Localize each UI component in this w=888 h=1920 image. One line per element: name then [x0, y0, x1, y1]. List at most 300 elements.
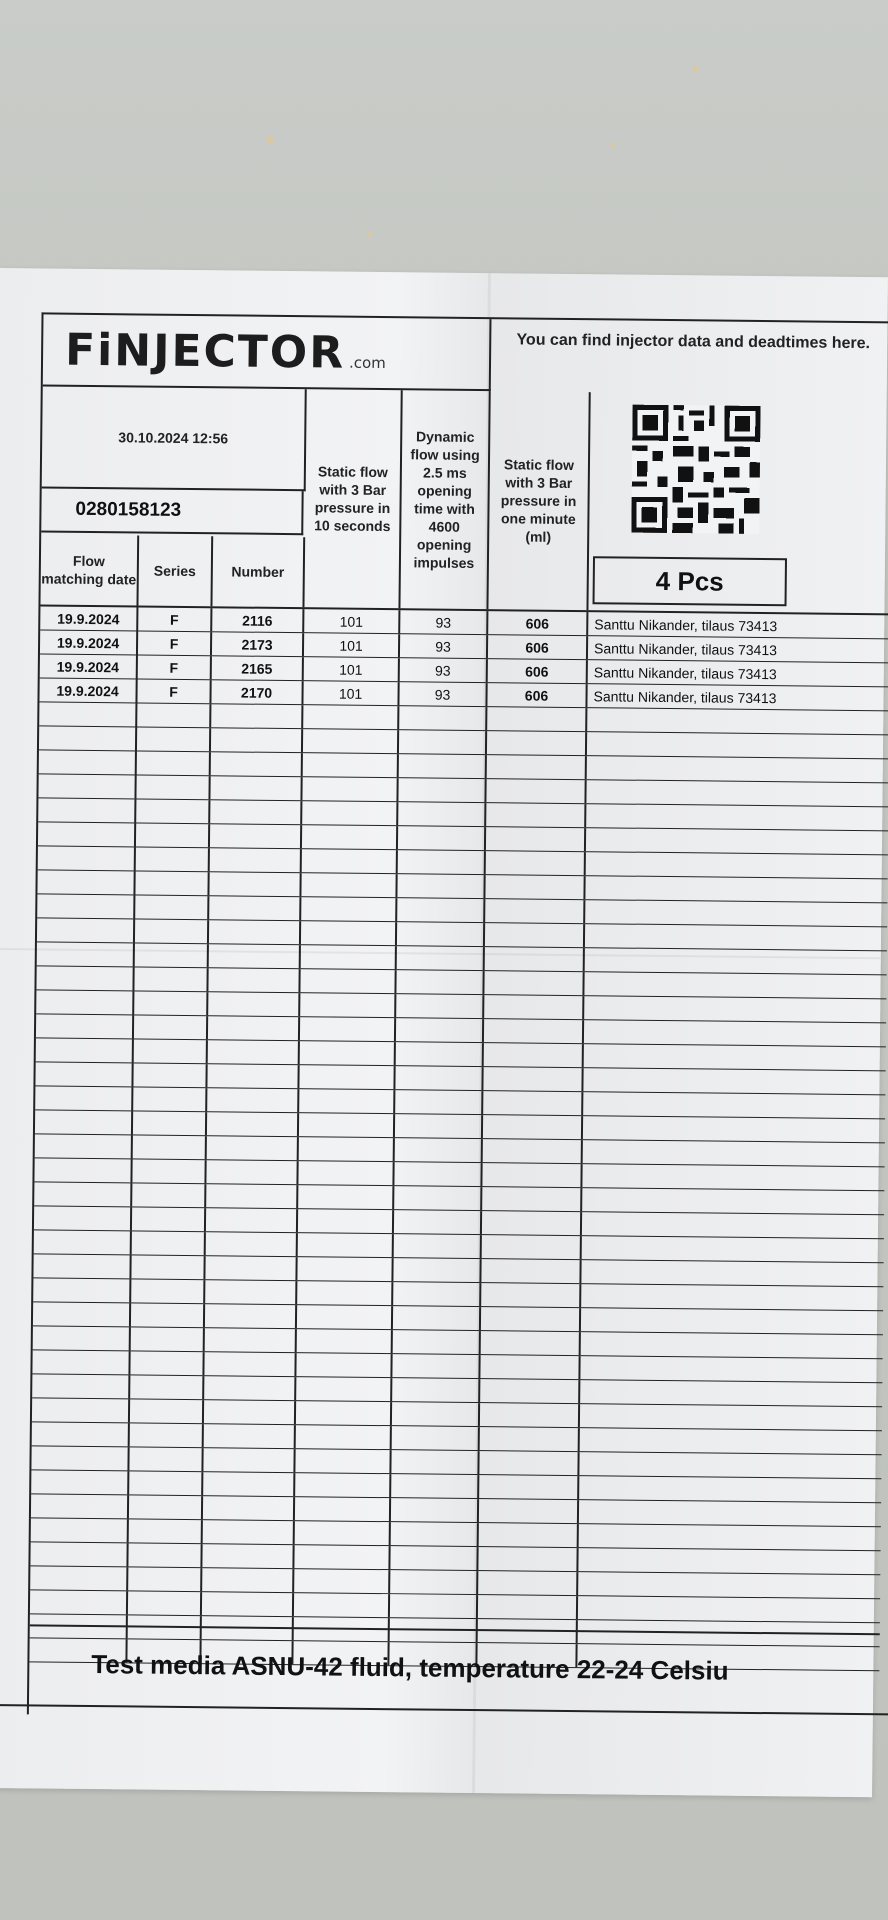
empty-cell: [204, 1376, 296, 1400]
empty-cell: [584, 1020, 886, 1046]
empty-cell: [578, 1596, 880, 1622]
empty-cell: [584, 972, 886, 998]
empty-cell: [395, 1138, 483, 1162]
empty-cell: [134, 1039, 208, 1063]
empty-cell: [301, 945, 397, 969]
empty-cell: [135, 871, 209, 895]
empty-cell: [295, 1473, 391, 1497]
empty-cell: [298, 1209, 394, 1233]
qr-code-icon: [631, 405, 760, 534]
logo-box: [43, 314, 492, 391]
number-cell: 2170: [211, 680, 303, 704]
empty-cell: [136, 775, 210, 799]
empty-cell: [128, 1591, 202, 1615]
empty-cell: [202, 1544, 294, 1568]
empty-cell: [397, 946, 485, 970]
results-table: [29, 606, 888, 1671]
empty-cell: [585, 924, 887, 950]
empty-cell: [584, 1044, 886, 1070]
empty-cell: [584, 996, 886, 1022]
crumb: [366, 232, 372, 237]
empty-cell: [30, 1566, 128, 1590]
empty-cell: [587, 756, 888, 782]
empty-cell: [478, 1571, 578, 1595]
empty-cell: [211, 752, 303, 776]
empty-cell: [399, 754, 487, 778]
empty-cell: [135, 895, 209, 919]
empty-cell: [133, 1135, 207, 1159]
test-datetime: 30.10.2024 12:56: [42, 386, 307, 491]
series-cell: F: [138, 631, 212, 655]
empty-cell: [483, 1067, 583, 1091]
col-header-static-10s: Static flow with 3 Bar pressure in 10 seconds: [304, 389, 402, 608]
empty-cell: [32, 1422, 130, 1446]
note-cell: Santtu Nikander, tilaus 73413: [593, 663, 777, 682]
empty-cell: [482, 1235, 582, 1259]
col-header-number: Number: [212, 536, 305, 607]
empty-cell: [481, 1283, 581, 1307]
empty-cell: [137, 703, 211, 727]
empty-cell: [34, 1230, 132, 1254]
empty-cell: [33, 1302, 131, 1326]
empty-cell: [137, 727, 211, 751]
note-cell: Santtu Nikander, tilaus 73413: [594, 615, 778, 634]
part-number: 0280158123: [41, 488, 303, 535]
empty-cell: [128, 1543, 202, 1567]
static-10s-cell: 101: [304, 609, 400, 633]
empty-cell: [34, 1182, 132, 1206]
static-60s-cell: 606: [488, 611, 588, 635]
empty-cell: [581, 1260, 883, 1286]
empty-cell: [37, 918, 135, 942]
empty-cell: [302, 825, 398, 849]
empty-cell: [32, 1350, 130, 1374]
empty-cell: [478, 1547, 578, 1571]
empty-cell: [131, 1327, 205, 1351]
empty-cell: [206, 1184, 298, 1208]
empty-cell: [391, 1474, 479, 1498]
empty-cell: [581, 1284, 883, 1310]
empty-cell: [393, 1258, 481, 1282]
empty-cell: [481, 1307, 581, 1331]
empty-cell: [39, 750, 137, 774]
empty-cell: [35, 1134, 133, 1158]
empty-cell: [136, 847, 210, 871]
empty-cell: [37, 870, 135, 894]
empty-cell: [128, 1567, 202, 1591]
empty-cell: [302, 849, 398, 873]
empty-cell: [133, 1087, 207, 1111]
series-cell: F: [138, 655, 212, 679]
empty-cell: [33, 1326, 131, 1350]
empty-cell: [207, 1064, 299, 1088]
empty-cell: [205, 1256, 297, 1280]
dynamic-cell: 93: [399, 682, 487, 706]
empty-cell: [585, 948, 887, 974]
empty-cell: [210, 848, 302, 872]
empty-cell: [582, 1212, 884, 1238]
empty-cell: [392, 1378, 480, 1402]
empty-cell: [579, 1500, 881, 1526]
col-header-dynamic: Dynamic flow using 2.5 ms opening time with 4600 opening impulses: [400, 390, 490, 609]
empty-cell: [300, 1017, 396, 1041]
empty-cell: [133, 1063, 207, 1087]
empty-cell: [391, 1498, 479, 1522]
empty-cell: [486, 803, 586, 827]
col-header-flow-date: Flow matching date: [40, 534, 139, 605]
empty-cell: [136, 799, 210, 823]
empty-cell: [397, 922, 485, 946]
empty-cell: [131, 1255, 205, 1279]
empty-cell: [129, 1447, 203, 1471]
empty-cell: [398, 802, 486, 826]
empty-cell: [33, 1278, 131, 1302]
empty-cell: [299, 1113, 395, 1137]
empty-cell: [392, 1426, 480, 1450]
empty-cell: [583, 1116, 885, 1142]
dynamic-cell: 93: [400, 610, 488, 634]
empty-cell: [296, 1377, 392, 1401]
empty-cell: [579, 1476, 881, 1502]
empty-cell: [294, 1569, 390, 1593]
empty-cell: [38, 774, 136, 798]
empty-cell: [485, 923, 585, 947]
empty-cell: [583, 1140, 885, 1166]
injector-test-sheet: [0, 268, 888, 1797]
empty-cell: [586, 828, 888, 854]
empty-cell: [301, 921, 397, 945]
empty-cell: [31, 1470, 129, 1494]
empty-cell: [479, 1475, 579, 1499]
empty-cell: [204, 1352, 296, 1376]
footer-bottom-rule: [0, 1704, 888, 1716]
empty-cell: [295, 1521, 391, 1545]
flow-date-cell: 19.9.2024: [40, 654, 138, 678]
empty-cell: [486, 827, 586, 851]
empty-cell: [479, 1523, 579, 1547]
empty-cell: [131, 1303, 205, 1327]
empty-cell: [480, 1379, 580, 1403]
empty-cell: [299, 1065, 395, 1089]
empty-cell: [294, 1593, 390, 1617]
empty-cell: [586, 780, 888, 806]
crumb: [692, 66, 699, 72]
empty-cell: [211, 704, 303, 728]
empty-cell: [487, 707, 587, 731]
empty-cell: [303, 705, 399, 729]
empty-cell: [298, 1233, 394, 1257]
empty-cell: [394, 1162, 482, 1186]
empty-cell: [295, 1449, 391, 1473]
empty-cell: [132, 1231, 206, 1255]
number-cell: 2173: [212, 632, 304, 656]
empty-cell: [208, 1040, 300, 1064]
empty-cell: [586, 804, 888, 830]
flow-date-cell: 19.9.2024: [39, 678, 137, 702]
empty-cell: [203, 1472, 295, 1496]
dynamic-cell: 93: [400, 634, 488, 658]
empty-cell: [134, 1015, 208, 1039]
empty-cell: [395, 1066, 483, 1090]
empty-cell: [486, 779, 586, 803]
empty-cell: [296, 1425, 392, 1449]
empty-cell: [303, 753, 399, 777]
empty-cell: [585, 900, 887, 926]
empty-cell: [480, 1355, 580, 1379]
empty-cell: [132, 1159, 206, 1183]
empty-cell: [207, 1112, 299, 1136]
empty-cell: [397, 874, 485, 898]
empty-cell: [297, 1329, 393, 1353]
empty-cell: [482, 1211, 582, 1235]
empty-cell: [295, 1497, 391, 1521]
empty-cell: [206, 1208, 298, 1232]
brand-logo-suffix: .com: [348, 353, 386, 373]
empty-cell: [583, 1092, 885, 1118]
empty-cell: [133, 1111, 207, 1135]
note-cell: Santtu Nikander, tilaus 73413: [593, 687, 777, 706]
empty-cell: [392, 1354, 480, 1378]
empty-cell: [31, 1518, 129, 1542]
empty-cell: [582, 1164, 884, 1190]
static-60s-cell: 606: [487, 683, 587, 707]
empty-cell: [302, 801, 398, 825]
empty-cell: [204, 1400, 296, 1424]
empty-cell: [135, 919, 209, 943]
empty-cell: [581, 1308, 883, 1334]
empty-cell: [578, 1572, 880, 1598]
empty-cell: [207, 1136, 299, 1160]
static-60s-cell: 606: [488, 659, 588, 683]
empty-cell: [32, 1374, 130, 1398]
empty-cell: [202, 1592, 294, 1616]
empty-cell: [39, 726, 137, 750]
empty-cell: [395, 1090, 483, 1114]
empty-cell: [582, 1236, 884, 1262]
empty-cell: [398, 826, 486, 850]
empty-cell: [134, 991, 208, 1015]
empty-cell: [299, 1089, 395, 1113]
empty-cell: [391, 1450, 479, 1474]
empty-cell: [206, 1160, 298, 1184]
empty-cell: [484, 1019, 584, 1043]
empty-cell: [208, 992, 300, 1016]
empty-cell: [484, 995, 584, 1019]
empty-cell: [581, 1332, 883, 1358]
empty-cell: [484, 971, 584, 995]
empty-cell: [482, 1187, 582, 1211]
empty-cell: [38, 798, 136, 822]
empty-cell: [297, 1305, 393, 1329]
empty-cell: [296, 1401, 392, 1425]
empty-cell: [132, 1183, 206, 1207]
empty-cell: [479, 1451, 579, 1475]
empty-cell: [587, 708, 888, 734]
empty-cell: [585, 876, 887, 902]
empty-cell: [390, 1594, 478, 1618]
crumb: [610, 142, 615, 147]
empty-cell: [580, 1428, 882, 1454]
empty-cell: [210, 800, 302, 824]
empty-cell: [206, 1232, 298, 1256]
empty-cell: [34, 1158, 132, 1182]
flow-date-cell: 19.9.2024: [40, 630, 138, 654]
empty-cell: [394, 1234, 482, 1258]
empty-cell: [205, 1328, 297, 1352]
empty-cell: [480, 1403, 580, 1427]
empty-cell: [393, 1282, 481, 1306]
empty-cell: [483, 1115, 583, 1139]
test-media-note: Test media ASNU-42 fluid, temperature 22-24 Celsiu: [91, 1649, 729, 1686]
empty-cell: [486, 851, 586, 875]
empty-cell: [130, 1399, 204, 1423]
empty-cell: [390, 1546, 478, 1570]
empty-cell: [582, 1188, 884, 1214]
empty-cell: [302, 777, 398, 801]
empty-cell: [31, 1494, 129, 1518]
piece-count: 4 Pcs: [593, 556, 787, 606]
empty-cell: [394, 1210, 482, 1234]
empty-cell: [481, 1331, 581, 1355]
empty-cell: [580, 1356, 882, 1382]
dynamic-cell: 93: [400, 658, 488, 682]
empty-cell: [34, 1206, 132, 1230]
empty-cell: [130, 1351, 204, 1375]
static-10s-cell: 101: [304, 657, 400, 681]
empty-cell: [484, 1043, 584, 1067]
empty-cell: [301, 897, 397, 921]
empty-cell: [485, 947, 585, 971]
empty-cell: [36, 966, 134, 990]
empty-cell: [135, 943, 209, 967]
empty-cell: [32, 1398, 130, 1422]
empty-cell: [35, 1110, 133, 1134]
empty-cell: [480, 1427, 580, 1451]
empty-cell: [211, 728, 303, 752]
empty-cell: [579, 1524, 881, 1550]
empty-cell: [134, 967, 208, 991]
empty-cell: [397, 898, 485, 922]
empty-cell: [393, 1306, 481, 1330]
series-cell: F: [137, 679, 211, 703]
empty-cell: [580, 1380, 882, 1406]
empty-cell: [579, 1452, 881, 1478]
empty-cell: [396, 970, 484, 994]
empty-cell: [136, 823, 210, 847]
col-header-series: Series: [138, 535, 213, 606]
static-10s-cell: 101: [303, 681, 399, 705]
empty-cell: [393, 1330, 481, 1354]
empty-cell: [203, 1520, 295, 1544]
empty-cell: [301, 873, 397, 897]
empty-cell: [209, 920, 301, 944]
empty-cell: [31, 1446, 129, 1470]
empty-cell: [294, 1545, 390, 1569]
empty-cell: [481, 1259, 581, 1283]
empty-cell: [38, 846, 136, 870]
series-cell: F: [138, 607, 212, 631]
empty-cell: [36, 1038, 134, 1062]
number-cell: 2165: [212, 656, 304, 680]
flow-date-cell: 19.9.2024: [40, 606, 138, 630]
empty-cell: [38, 822, 136, 846]
empty-cell: [396, 994, 484, 1018]
empty-cell: [391, 1522, 479, 1546]
empty-cell: [37, 942, 135, 966]
empty-cell: [578, 1548, 880, 1574]
empty-cell: [35, 1086, 133, 1110]
empty-cell: [487, 755, 587, 779]
empty-cell: [131, 1279, 205, 1303]
empty-cell: [583, 1068, 885, 1094]
empty-cell: [30, 1590, 128, 1614]
empty-cell: [303, 729, 399, 753]
note-cell: Santtu Nikander, tilaus 73413: [593, 639, 778, 658]
empty-cell: [39, 702, 137, 726]
empty-cell: [398, 850, 486, 874]
empty-cell: [485, 875, 585, 899]
empty-cell: [205, 1304, 297, 1328]
static-60s-cell: 606: [488, 635, 588, 659]
empty-cell: [396, 1042, 484, 1066]
empty-cell: [130, 1375, 204, 1399]
empty-cell: [36, 1014, 134, 1038]
empty-cell: [300, 993, 396, 1017]
empty-cell: [587, 732, 888, 758]
empty-cell: [394, 1186, 482, 1210]
empty-cell: [209, 896, 301, 920]
empty-cell: [395, 1114, 483, 1138]
empty-cell: [298, 1185, 394, 1209]
empty-cell: [399, 730, 487, 754]
empty-cell: [205, 1280, 297, 1304]
empty-cell: [483, 1139, 583, 1163]
empty-cell: [129, 1471, 203, 1495]
empty-cell: [485, 899, 585, 923]
empty-cell: [203, 1448, 295, 1472]
empty-cell: [392, 1402, 480, 1426]
sheet-frame: [27, 312, 888, 1723]
empty-cell: [33, 1254, 131, 1278]
empty-cell: [30, 1542, 128, 1566]
brand-logo: FiNJECTOR: [64, 324, 346, 379]
empty-cell: [296, 1353, 392, 1377]
empty-cell: [580, 1404, 882, 1430]
empty-cell: [130, 1423, 204, 1447]
empty-cell: [129, 1495, 203, 1519]
empty-cell: [209, 944, 301, 968]
empty-cell: [132, 1207, 206, 1231]
empty-cell: [129, 1519, 203, 1543]
col-header-static-60s: Static flow with 3 Bar pressure in one minute (ml): [488, 391, 590, 610]
empty-cell: [204, 1424, 296, 1448]
empty-cell: [479, 1499, 579, 1523]
empty-cell: [487, 731, 587, 755]
empty-cell: [390, 1570, 478, 1594]
empty-cell: [297, 1281, 393, 1305]
empty-cell: [37, 894, 135, 918]
qr-note: You can find injector data and deadtimes here.: [516, 331, 871, 353]
empty-cell: [210, 776, 302, 800]
empty-cell: [210, 824, 302, 848]
empty-cell: [207, 1088, 299, 1112]
empty-cell: [483, 1091, 583, 1115]
empty-cell: [398, 778, 486, 802]
empty-cell: [300, 969, 396, 993]
empty-cell: [202, 1568, 294, 1592]
empty-cell: [203, 1496, 295, 1520]
empty-cell: [482, 1163, 582, 1187]
